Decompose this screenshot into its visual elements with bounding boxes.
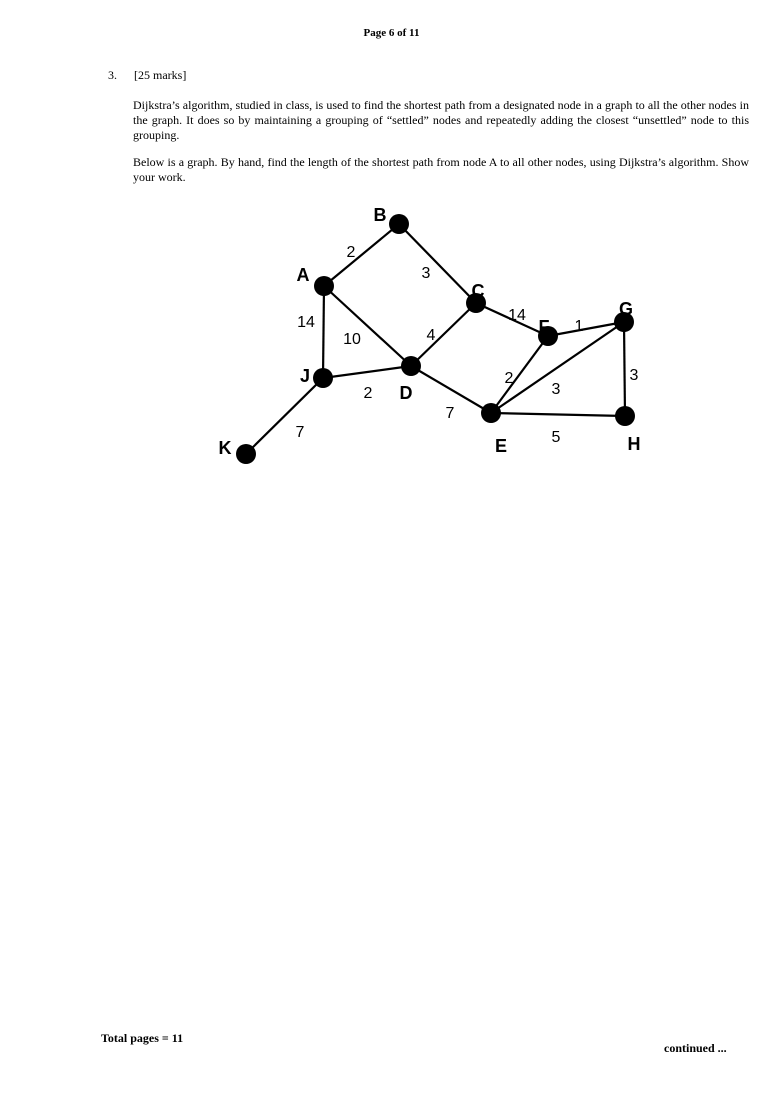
edge-weight-e-g: 3 xyxy=(551,381,561,399)
node-e xyxy=(481,403,501,423)
edge-weight-a-b: 2 xyxy=(346,244,356,262)
edge-d-c xyxy=(411,303,476,366)
node-label-a: A xyxy=(296,264,310,285)
edge-e-h xyxy=(491,413,625,416)
node-j xyxy=(313,368,333,388)
edge-a-b xyxy=(324,224,399,286)
page-header: Page 6 of 11 xyxy=(363,27,420,39)
footer-continued: continued ... xyxy=(664,1041,727,1055)
question-marks: [25 marks] xyxy=(134,68,187,82)
edge-a-j xyxy=(323,286,324,378)
node-label-e: E xyxy=(494,435,508,456)
edge-j-k xyxy=(246,378,323,454)
node-label-c: C xyxy=(471,280,485,301)
node-label-j: J xyxy=(299,365,311,386)
edge-a-d xyxy=(324,286,411,366)
footer-total-pages: Total pages = 11 xyxy=(101,1031,184,1045)
node-k xyxy=(236,444,256,464)
node-label-b: B xyxy=(373,204,387,225)
node-b xyxy=(389,214,409,234)
node-d xyxy=(401,356,421,376)
edge-weight-d-c: 4 xyxy=(426,327,436,345)
node-label-d: D xyxy=(399,382,413,403)
edge-weight-b-c: 3 xyxy=(421,265,431,283)
node-a xyxy=(314,276,334,296)
edge-weight-a-j: 14 xyxy=(297,314,315,332)
edge-weight-a-d: 10 xyxy=(343,331,361,349)
node-label-h: H xyxy=(627,433,641,454)
edge-weight-d-e: 7 xyxy=(445,405,455,423)
node-label-f: F xyxy=(538,316,550,337)
edge-weight-j-k: 7 xyxy=(295,424,305,442)
edge-b-c xyxy=(399,224,476,303)
question-number: 3. xyxy=(108,68,117,82)
edge-weight-e-f: 2 xyxy=(504,370,514,388)
edge-j-d xyxy=(323,366,411,378)
edge-weight-e-h: 5 xyxy=(551,429,561,447)
node-h xyxy=(615,406,635,426)
edge-weight-f-g: 1 xyxy=(574,318,584,336)
question-paragraph-1: Dijkstra’s algorithm, studied in class, is used to find the shortest path from a designated node in a graph to all the other nodes in the graph. It does so by maintaining a grouping of “settled” nodes and repeatedly adding the closest “unsettled” node to this grouping. xyxy=(133,98,749,142)
node-label-g: G xyxy=(618,298,634,319)
edge-weight-j-d: 2 xyxy=(363,385,373,403)
edge-e-f xyxy=(491,336,548,413)
edge-weight-c-f: 14 xyxy=(508,307,526,325)
edge-weight-g-h: 3 xyxy=(629,367,639,385)
node-label-k: K xyxy=(218,437,232,458)
edge-g-h xyxy=(624,322,625,416)
question-paragraph-2: Below is a graph. By hand, find the length of the shortest path from node A to all other nodes, using Dijkstra’s algorithm. Show your work. xyxy=(133,155,749,184)
